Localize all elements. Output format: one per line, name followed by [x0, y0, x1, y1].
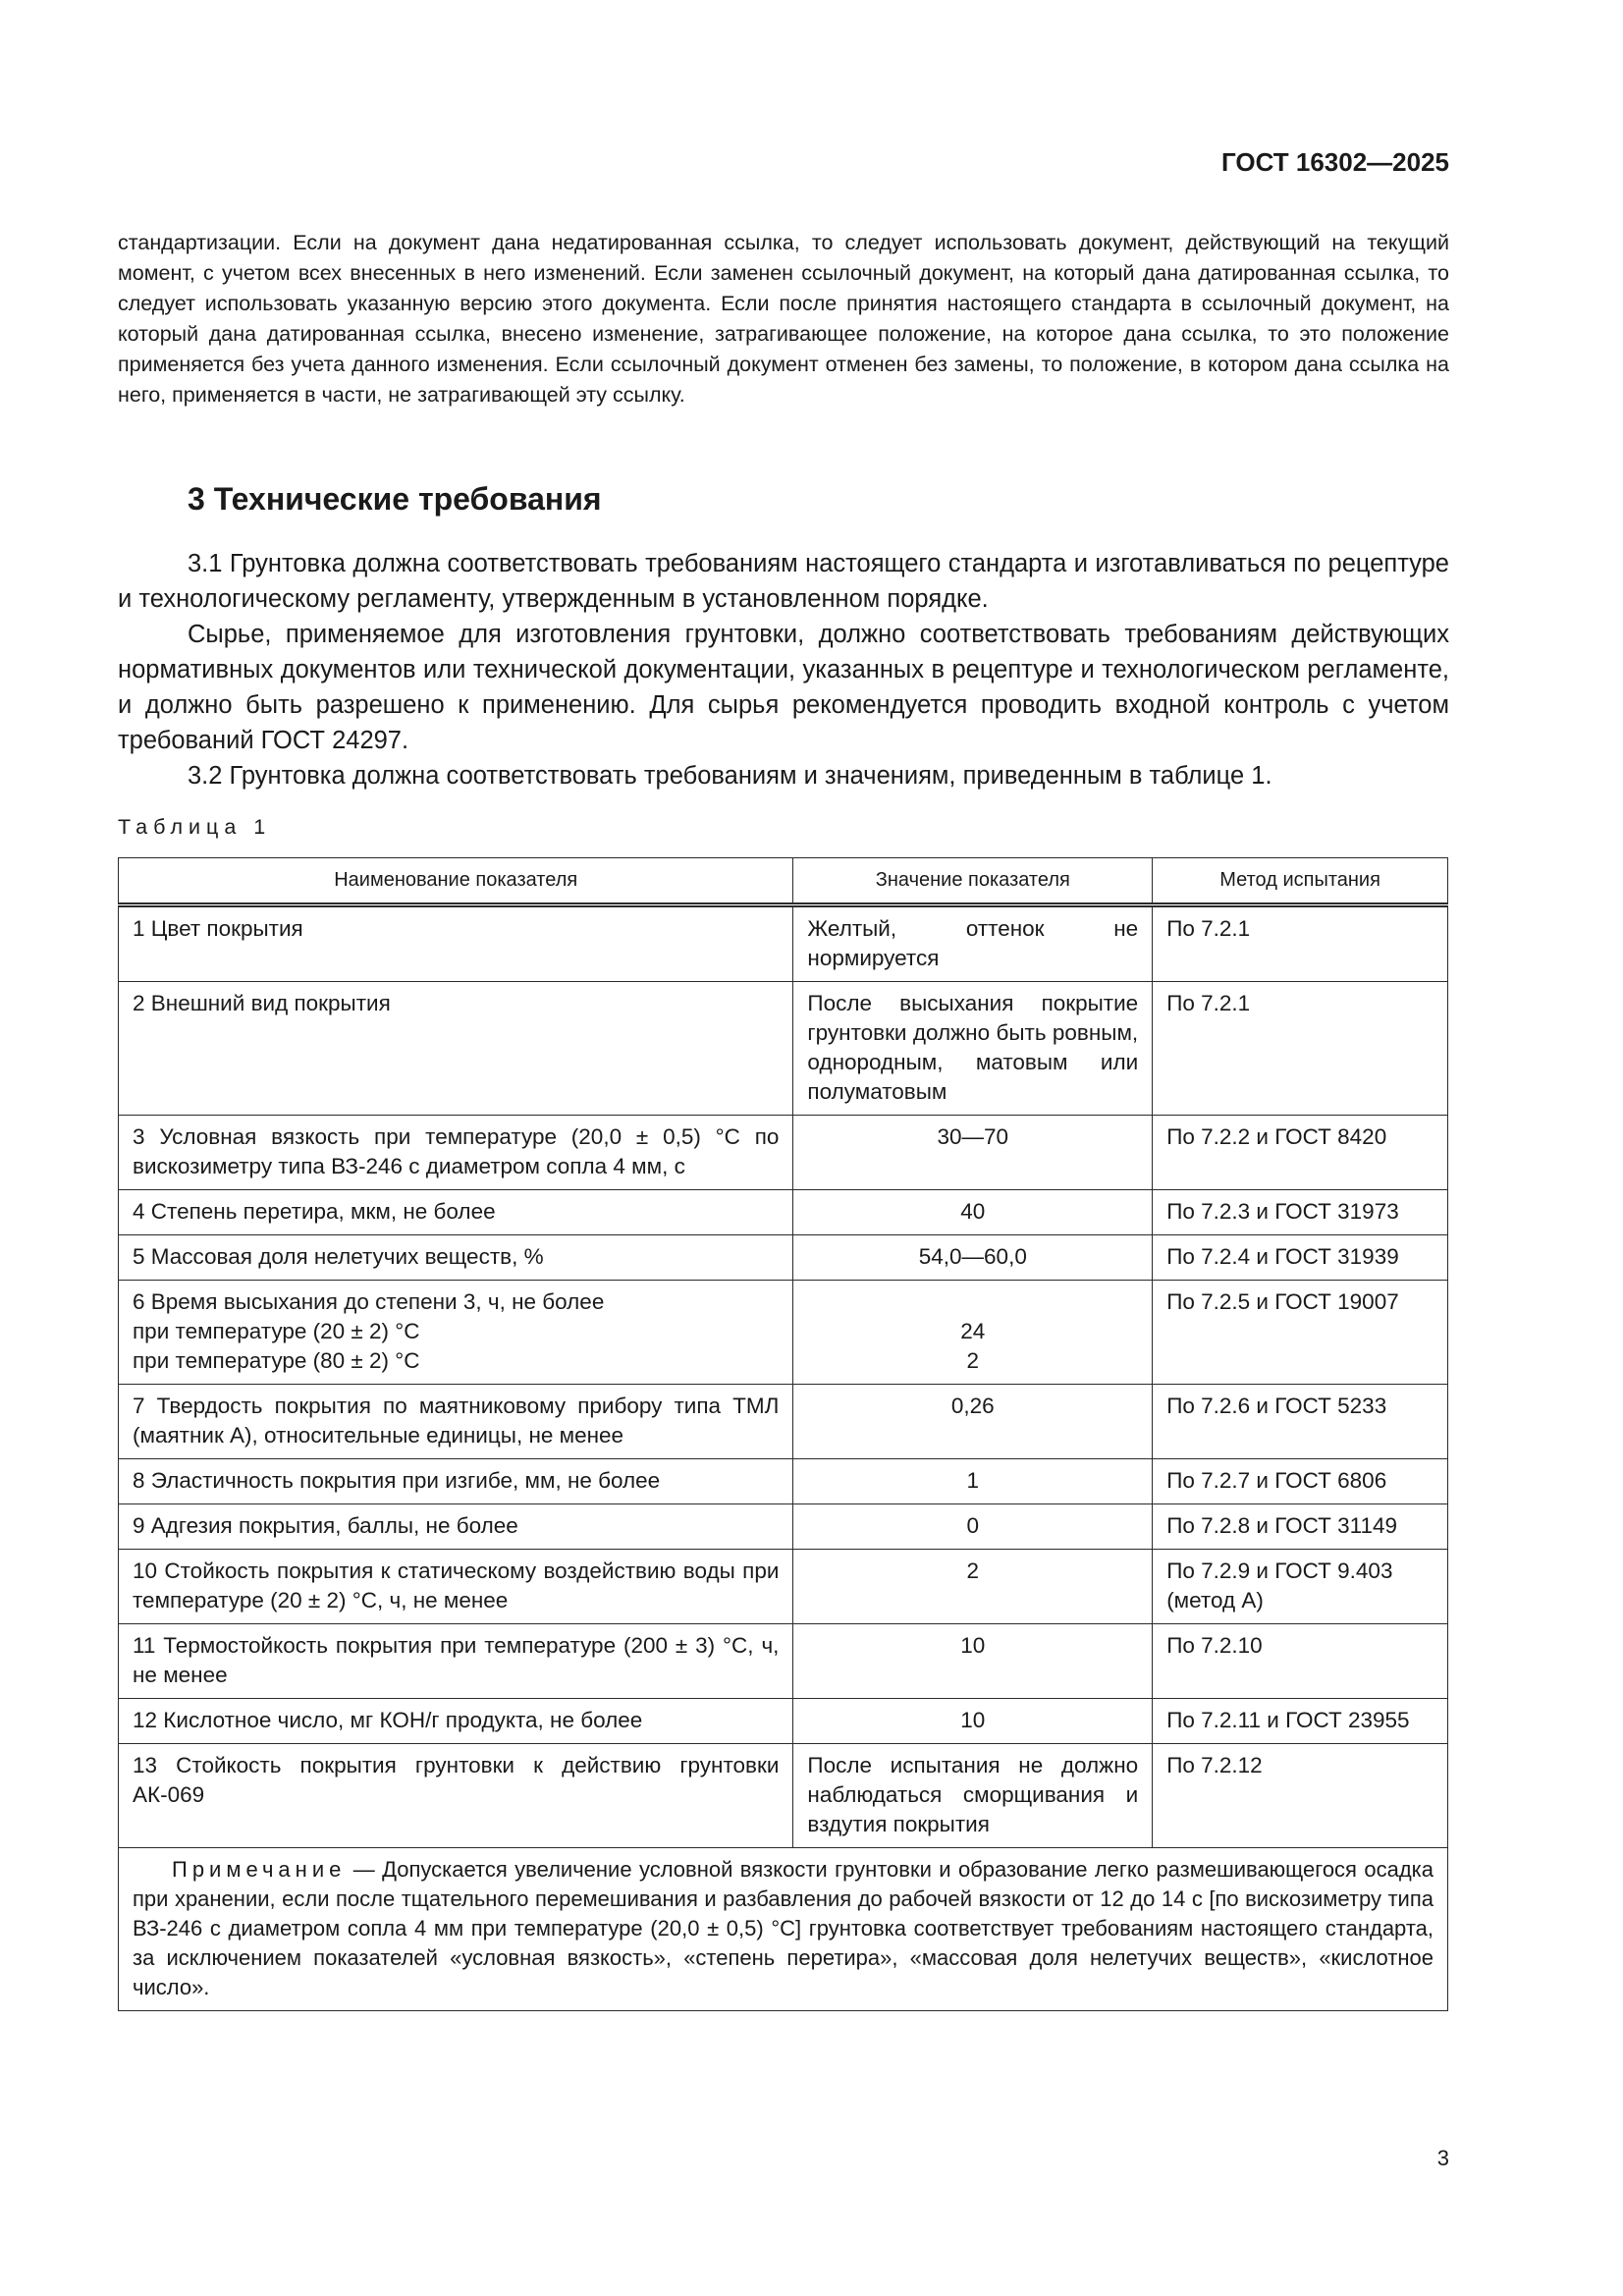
row-name: 4 Степень перетира, мкм, не более — [119, 1190, 793, 1235]
table-row — [119, 1459, 1448, 1504]
row-method: По 7.2.7 и ГОСТ 6806 — [1153, 1459, 1448, 1504]
section-title: 3 Технические требования — [188, 481, 602, 517]
row-value: 10 — [793, 1624, 1153, 1699]
row-value: 10 — [793, 1699, 1153, 1744]
table-row — [119, 1385, 1448, 1459]
table-row — [119, 1699, 1448, 1744]
header-indicator-name: Наименование показателя — [119, 858, 793, 905]
table-row — [119, 1235, 1448, 1281]
paragraph-3-1: 3.1 Грунтовка должна соответствовать требованиям настоящего стандарта и изготавливаться по рецептуре и технологическому регламенту, утвержденным в установленном порядке. — [118, 550, 1449, 613]
section-body — [118, 546, 1449, 793]
row-value: 0 — [793, 1504, 1153, 1550]
intro-paragraph: стандартизации. Если на документ дана недатированная ссылка, то следует использовать документ, действующий на текущий момент, с учетом всех внесенных в него изменений. Если заменен ссылочный документ, на который дана датированная ссылка, то следует использовать указанную версию этого документа. Если после принятия настоящего стандарта в ссылочный документ, на который дана датированная ссылка, внесено изменение, затрагивающее положение, на которое дана ссылка, то это положение применяется без учета данного изменения. Если ссылочный документ отменен без замены, то положение, в котором дана ссылка на него, применяется в части, не затрагивающей эту ссылку. — [118, 231, 1449, 407]
header-test-method: Метод испытания — [1153, 858, 1448, 905]
table-row — [119, 1504, 1448, 1550]
row-method: По 7.2.8 и ГОСТ 31149 — [1153, 1504, 1448, 1550]
row-value: 40 — [793, 1190, 1153, 1235]
row-name: 10 Стойкость покрытия к статическому воздействию воды при температуре (20 ± 2) °С, ч, не менее — [119, 1550, 793, 1624]
paragraph-3-2: 3.2 Грунтовка должна соответствовать требованиям и значениям, приведенным в таблице 1. — [188, 762, 1272, 790]
note-label: Примечание — [172, 1857, 347, 1882]
table-row — [119, 1550, 1448, 1624]
row-method: По 7.2.11 и ГОСТ 23955 — [1153, 1699, 1448, 1744]
table-row — [119, 1744, 1448, 1848]
table-note-row — [119, 1848, 1448, 2011]
row-method: По 7.2.10 — [1153, 1624, 1448, 1699]
row-value: После высыхания покрытие грунтовки должно быть ровным, однородным, матовым или полуматовым — [793, 982, 1153, 1116]
row-value: 30—70 — [793, 1116, 1153, 1190]
note-text: — Допускается увеличение условной вязкости грунтовки и образование легко размешивающегося осадка при хранении, если после тщательного перемешивания и разбавления до рабочей вязкости от 12 до 14 с [по вискозиметру типа ВЗ-246 с диаметром сопла 4 мм при температуре (20,0 ± 0,5) °С] грунтовка соответствует требованиям настоящего стандарта, за исключением показателей «условная вязкость», «степень перетира», «массовая доля нелетучих веществ», «кислотное число». — [133, 1857, 1434, 1999]
row-name: 1 Цвет покрытия — [119, 905, 793, 982]
row-name: 9 Адгезия покрытия, баллы, не более — [119, 1504, 793, 1550]
row-name-line: при температуре (80 ± 2) °С — [133, 1348, 420, 1373]
table-row — [119, 1624, 1448, 1699]
row-value: 1 — [793, 1459, 1153, 1504]
row-name: 5 Массовая доля нелетучих веществ, % — [119, 1235, 793, 1281]
row-value-line: 24 — [960, 1319, 986, 1343]
row-name: 13 Стойкость покрытия грунтовки к действию грунтовки АК-069 — [119, 1744, 793, 1848]
row-method: По 7.2.2 и ГОСТ 8420 — [1153, 1116, 1448, 1190]
table-row — [119, 1116, 1448, 1190]
row-name: 3 Условная вязкость при температуре (20,0 ± 0,5) °С по вискозиметру типа ВЗ-246 с диаметром сопла 4 мм, с — [119, 1116, 793, 1190]
row-method: По 7.2.6 и ГОСТ 5233 — [1153, 1385, 1448, 1459]
row-name: 11 Термостойкость покрытия при температуре (200 ± 3) °С, ч, не менее — [119, 1624, 793, 1699]
requirements-table — [118, 857, 1448, 2011]
row-method: По 7.2.1 — [1153, 982, 1448, 1116]
table-row — [119, 905, 1448, 982]
row-name: 7 Твердость покрытия по маятниковому прибору типа ТМЛ (маятник А), относительные единицы, не менее — [119, 1385, 793, 1459]
row-value: 2 — [793, 1550, 1153, 1624]
row-method: По 7.2.5 и ГОСТ 19007 — [1153, 1281, 1448, 1385]
paragraph-raw-materials: Сырье, применяемое для изготовления грунтовки, должно соответствовать требованиям действующих нормативных документов или технической документации, указанных в рецептуре и технологическом регламенте, и должно быть разрешено к применению. Для сырья рекомендуется проводить входной контроль с учетом требований ГОСТ 24297. — [118, 621, 1449, 754]
header-indicator-value: Значение показателя — [793, 858, 1153, 905]
table-row — [119, 1190, 1448, 1235]
table-note — [119, 1848, 1448, 2011]
document-code: ГОСТ 16302—2025 — [1221, 147, 1449, 177]
row-value — [793, 1281, 1153, 1385]
row-name: 12 Кислотное число, мг КОН/г продукта, не более — [119, 1699, 793, 1744]
row-value: После испытания не должно наблюдаться сморщивания и вздутия покрытия — [793, 1744, 1153, 1848]
row-method: По 7.2.3 и ГОСТ 31973 — [1153, 1190, 1448, 1235]
table-header-row — [119, 858, 1448, 905]
table-row — [119, 982, 1448, 1116]
row-method: По 7.2.4 и ГОСТ 31939 — [1153, 1235, 1448, 1281]
table-caption: Таблица 1 — [118, 815, 272, 839]
row-value-line: 2 — [966, 1348, 980, 1373]
row-method: По 7.2.1 — [1153, 905, 1448, 982]
row-name — [119, 1281, 793, 1385]
row-name-line: 6 Время высыхания до степени 3, ч, не более — [133, 1289, 605, 1314]
page-number: 3 — [1436, 2146, 1449, 2170]
row-value: 54,0—60,0 — [793, 1235, 1153, 1281]
row-name: 2 Внешний вид покрытия — [119, 982, 793, 1116]
row-value: Желтый, оттенок не нормируется — [793, 905, 1153, 982]
row-name-line: при температуре (20 ± 2) °С — [133, 1319, 420, 1343]
table-row — [119, 1281, 1448, 1385]
row-method: По 7.2.12 — [1153, 1744, 1448, 1848]
row-value: 0,26 — [793, 1385, 1153, 1459]
row-method: По 7.2.9 и ГОСТ 9.403 (метод А) — [1153, 1550, 1448, 1624]
row-name: 8 Эластичность покрытия при изгибе, мм, не более — [119, 1459, 793, 1504]
